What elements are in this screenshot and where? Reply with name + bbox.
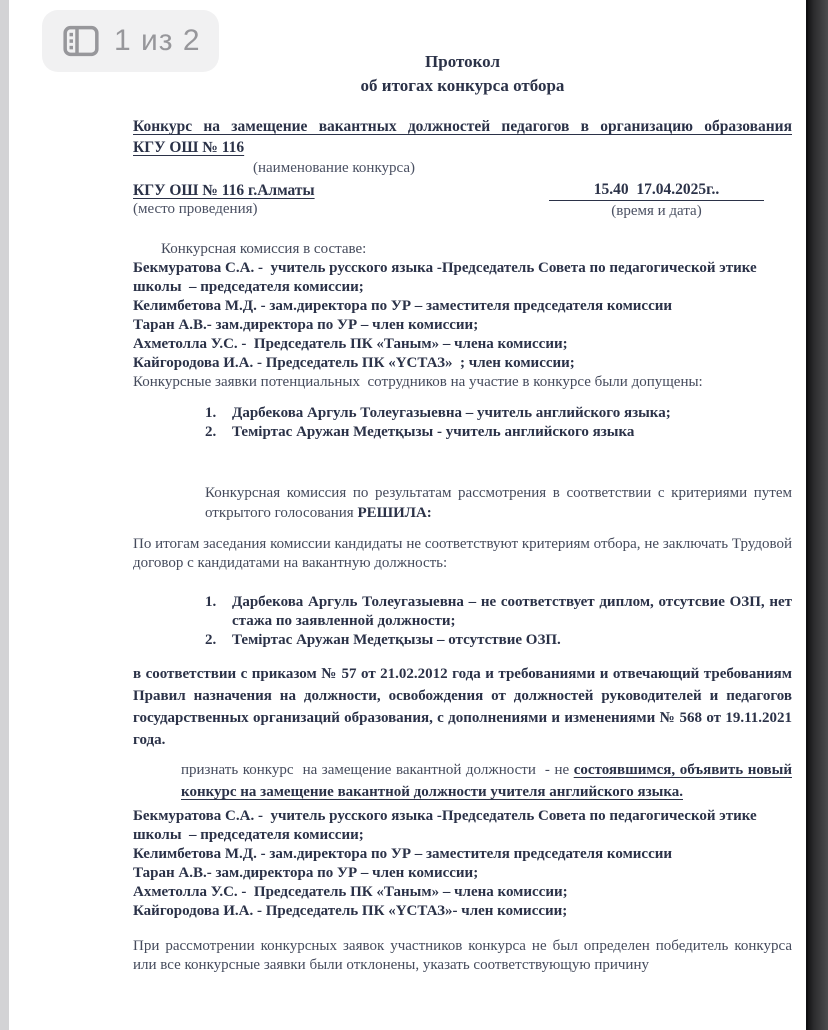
page-indicator[interactable] (42, 10, 219, 72)
legal-basis-paragraph: в соответствии с приказом № 57 от 21.02.2012 года и требованиями и отвечающий требованиям Правил назначения на должности, освобождения от должностей руководителей и педагогов государственных организаций образования, с дополнениями и изменениями № 568 от 19.11.2021 года. (133, 666, 792, 748)
page-indicator-label: 1 из 2 (114, 24, 201, 57)
scan-dark-edge (806, 0, 828, 1030)
rejections-list (133, 593, 792, 650)
document-page (133, 0, 792, 1030)
commission-member: Келимбетова М.Д. - зам.директора по УР – заместителя председателя комиссии (133, 846, 673, 862)
commission-member: Кайгородова И.А. - Председатель ПК «ҮСТАЗ» ; член комиссии; (133, 355, 575, 371)
commission-members-signature-list (133, 807, 792, 921)
competition-caption: (наименование конкурса) (253, 160, 416, 176)
rejection-reason: Дарбекова Аргуль Толеугазыевна – не соответствует диплом, отсутсвие ОЗП, нет стажа по заявленной должности; (232, 594, 792, 629)
candidate-name: Дарбекова Аргуль Толеугазыевна – учитель английского языка; (232, 405, 671, 421)
title-line-1: Протокол (425, 52, 500, 71)
list-item-number: 1. (205, 405, 217, 421)
decision-keyword: РЕШИЛА: (357, 505, 432, 521)
rejection-reason: Теміртас Аружан Медетқызы – отсутствие ОЗП. (232, 632, 561, 648)
datetime-block (549, 181, 764, 220)
applications-note: Конкурсные заявки потенциальных сотрудников на участие в конкурсе были допущены: (133, 374, 703, 390)
list-item-number: 1. (205, 594, 217, 610)
verdict-decision-text: состоявшимся, объявить новый конкурс на замещение вакантной должности учителя английского языка. (181, 762, 792, 800)
venue-value: КГУ ОШ № 116 г.Алматы (133, 182, 315, 199)
list-item (133, 593, 792, 631)
list-item-number: 2. (205, 632, 217, 648)
title-line-2: об итогах конкурса отбора (360, 76, 565, 95)
page-left-edge (0, 0, 9, 1030)
document-title (133, 50, 792, 98)
competition-heading (133, 116, 792, 158)
list-item-number: 2. (205, 424, 217, 440)
verdict-paragraph (181, 759, 792, 803)
commission-member: Ахметолла У.С. - Председатель ПК «Таным» – члена комиссии; (133, 884, 568, 900)
closing-paragraph: При рассмотрении конкурсных заявок участников конкурса не был определен победитель конкурса или все конкурсные заявки были отклонены, указать соответствующую причину (133, 938, 792, 973)
commission-member: Келимбетова М.Д. - зам.директора по УР – заместителя председателя комиссии (133, 298, 673, 314)
verdict-text: признать конкурс на замещение вакантной должности - не (181, 762, 574, 778)
venue-block (133, 181, 315, 220)
commission-member: Таран А.В.- зам.директора по УР – член комиссии; (133, 865, 479, 881)
venue-datetime-row (133, 181, 792, 220)
datetime-value: 15.40 17.04.2025г.. (549, 181, 764, 201)
datetime-caption: (время и дата) (611, 203, 702, 219)
list-item (133, 423, 792, 442)
commission-intro: Конкурсная комиссия в составе: (161, 241, 367, 257)
list-item (133, 631, 792, 650)
commission-member: Бекмуратова С.А. - учитель русского языка -Председатель Совета по педагогической этике школы – председателя комиссии; (133, 260, 757, 295)
competition-heading-line2: КГУ ОШ № 116 (133, 139, 245, 156)
commission-member: Кайгородова И.А. - Председатель ПК «ҮСТАЗ»- член комиссии; (133, 903, 568, 919)
commission-member: Таран А.В.- зам.директора по УР – член комиссии; (133, 317, 479, 333)
results-paragraph: По итогам заседания комиссии кандидаты не соответствуют критериям отбора, не заключать Трудовой договор с кандидатами на вакантную должность: (133, 536, 792, 571)
candidates-list (133, 404, 792, 442)
commission-member: Бекмуратова С.А. - учитель русского языка -Председатель Совета по педагогической этике школы – председателя комиссии; (133, 808, 757, 843)
decision-intro-text: Конкурсная комиссия по результатам рассмотрения в соответствии с критериями путем открытого голосования (205, 485, 792, 521)
pages-icon (60, 21, 102, 61)
list-item (133, 404, 792, 423)
candidate-name: Теміртас Аружан Медетқызы - учитель английского языка (232, 424, 635, 440)
commission-member: Ахметолла У.С. - Председатель ПК «Таным» – члена комиссии; (133, 336, 568, 352)
venue-caption: (место проведения) (133, 201, 258, 217)
decision-intro-paragraph (205, 483, 792, 523)
competition-heading-line1: Конкурс на замещение вакантных должностей педагогов в организацию образования (133, 118, 792, 135)
commission-members-list (133, 259, 792, 392)
